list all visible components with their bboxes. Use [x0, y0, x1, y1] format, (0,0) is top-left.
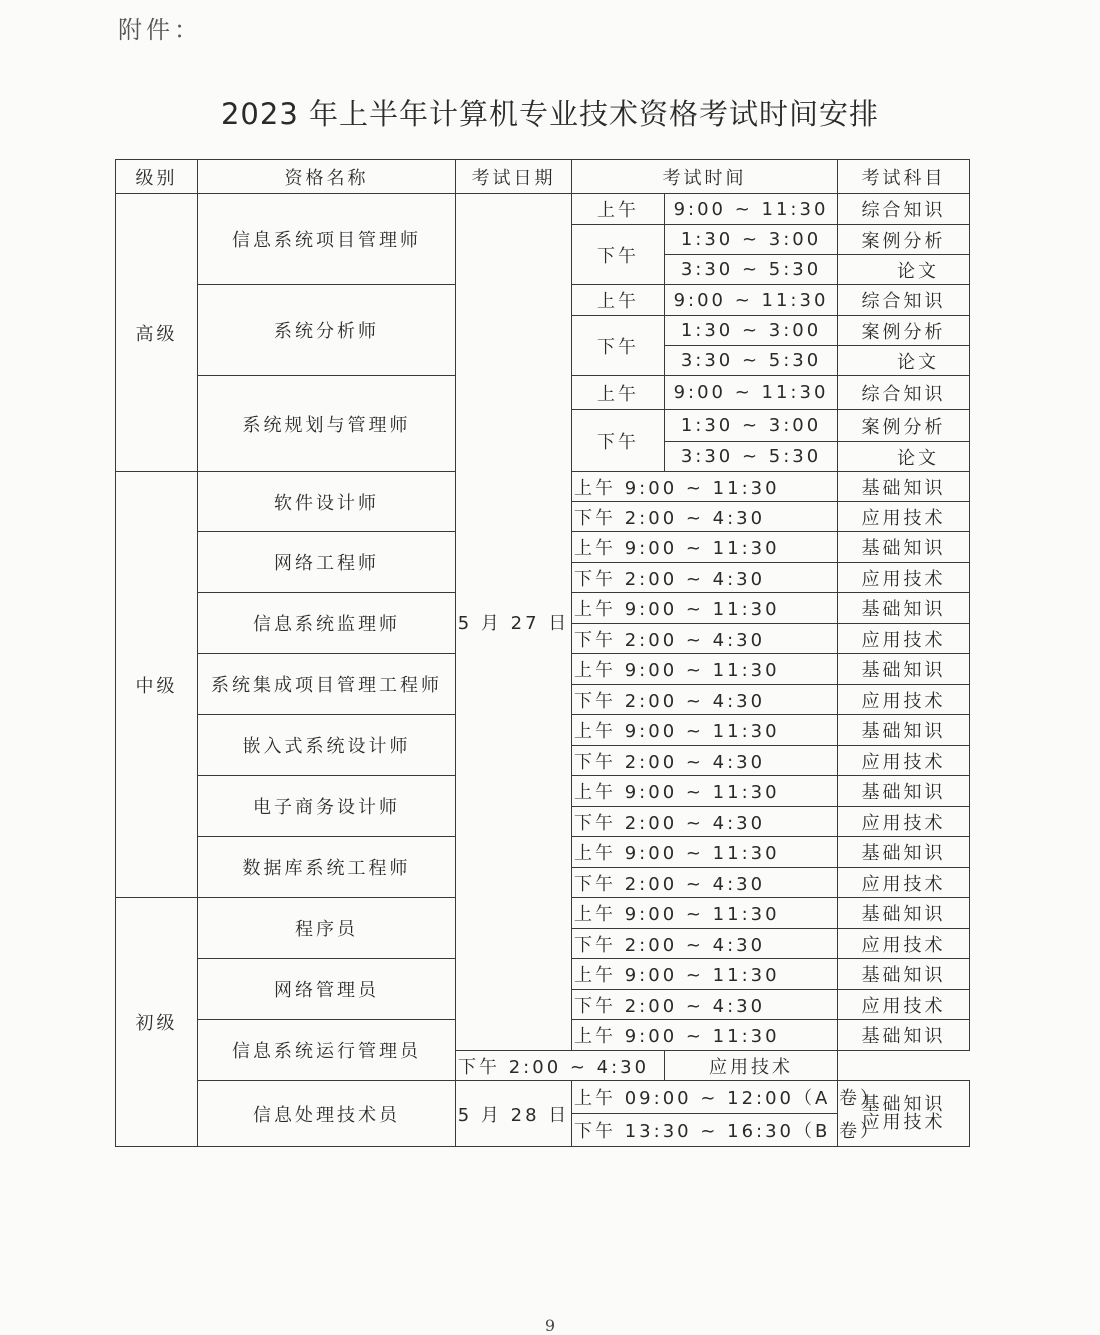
exam-subject: 基础知识 [861, 1093, 946, 1115]
exam-subject: 综合知识 [838, 376, 970, 410]
exam-subject: 基础知识 [838, 776, 970, 807]
exam-subject: 案例分析 [838, 225, 970, 255]
exam-subject: 应用技术 [838, 990, 970, 1020]
session-afternoon: 下午 [572, 225, 665, 285]
header-qualification: 资格名称 [198, 160, 456, 194]
exam-date-may28: 5 月 28 日 [456, 1081, 572, 1147]
exam-subject: 综合知识 [838, 194, 970, 225]
level-senior: 高级 [116, 194, 198, 472]
exam-subject: 基础知识 [838, 654, 970, 685]
afternoon-time: 下午 2:00 ~ 4:30 [572, 624, 838, 654]
time-slot: 3:30 ~ 5:30 [665, 346, 838, 376]
exam-subject: 基础知识 [838, 593, 970, 624]
attachment-label: 附件： [118, 16, 202, 44]
exam-subject: 应用技术 [838, 746, 970, 776]
time-slot: 1:30 ~ 3:00 [665, 316, 838, 346]
header-date: 考试日期 [456, 160, 572, 194]
time-slot: 9:00 ~ 11:30 [665, 194, 838, 225]
time-slot: 3:30 ~ 5:30 [665, 442, 838, 472]
header-row [116, 160, 970, 194]
afternoon-time: 下午 2:00 ~ 4:30 [572, 807, 838, 837]
time-slot: 9:00 ~ 11:30 [665, 376, 838, 410]
morning-time: 上午 09:00 ~ 12:00（A 卷） [572, 1081, 838, 1114]
time-slot: 1:30 ~ 3:00 [665, 225, 838, 255]
time-slot: 1:30 ~ 3:00 [665, 410, 838, 442]
exam-subject: 论文 [838, 442, 970, 472]
time-slot: 9:00 ~ 11:30 [665, 285, 838, 316]
qualification-name: 嵌入式系统设计师 [198, 715, 456, 776]
qualification-name: 系统规划与管理师 [198, 376, 456, 472]
session-afternoon: 下午 [572, 410, 665, 472]
qualification-name: 数据库系统工程师 [198, 837, 456, 898]
page-number: 9 [544, 1316, 556, 1335]
morning-time: 上午 9:00 ~ 11:30 [572, 898, 838, 929]
morning-time: 上午 9:00 ~ 11:30 [572, 472, 838, 502]
qualification-name: 信息系统项目管理师 [198, 194, 456, 285]
qualification-name: 信息处理技术员 [198, 1081, 456, 1147]
exam-date-may27: 5 月 27 日 [456, 194, 572, 1051]
morning-time: 上午 9:00 ~ 11:30 [572, 959, 838, 990]
header-subject: 考试科目 [838, 160, 970, 194]
morning-time: 上午 9:00 ~ 11:30 [572, 532, 838, 563]
exam-subject: 基础知识 [838, 959, 970, 990]
header-level: 级别 [116, 160, 198, 194]
morning-time: 上午 9:00 ~ 11:30 [572, 593, 838, 624]
header-time: 考试时间 [572, 160, 838, 194]
exam-subject: 综合知识 [838, 285, 970, 316]
table-row [116, 194, 970, 225]
session-afternoon: 下午 [572, 316, 665, 376]
qualification-name: 网络管理员 [198, 959, 456, 1020]
level-intermediate: 中级 [116, 472, 198, 898]
session-morning: 上午 [572, 194, 665, 225]
afternoon-time: 下午 13:30 ~ 16:30（B 卷） [572, 1114, 838, 1147]
afternoon-time: 下午 2:00 ~ 4:30 [572, 746, 838, 776]
exam-subject: 论文 [838, 346, 970, 376]
exam-subject: 基础知识 [838, 532, 970, 563]
time-slot: 3:30 ~ 5:30 [665, 255, 838, 285]
morning-time: 上午 9:00 ~ 11:30 [572, 837, 838, 868]
afternoon-time: 下午 2:00 ~ 4:30 [572, 685, 838, 715]
exam-subject: 应用技术 [838, 685, 970, 715]
morning-time: 上午 9:00 ~ 11:30 [572, 1020, 838, 1051]
exam-subject: 案例分析 [838, 410, 970, 442]
afternoon-time: 下午 2:00 ~ 4:30 [572, 563, 838, 593]
exam-subject: 基础知识 [838, 715, 970, 746]
exam-subject: 应用技术 [838, 624, 970, 654]
afternoon-time: 下午 2:00 ~ 4:30 [572, 929, 838, 959]
exam-subject: 基础知识 [838, 898, 970, 929]
exam-subject: 应用技术 [665, 1051, 838, 1081]
qualification-name: 电子商务设计师 [198, 776, 456, 837]
qualification-name: 程序员 [198, 898, 456, 959]
morning-time: 上午 9:00 ~ 11:30 [572, 776, 838, 807]
exam-subject: 论文 [838, 255, 970, 285]
document-title: 2023 年上半年计算机专业技术资格考试时间安排 [220, 97, 880, 131]
table-row [116, 1081, 970, 1114]
exam-schedule-table [115, 159, 970, 1147]
morning-time: 上午 9:00 ~ 11:30 [572, 654, 838, 685]
exam-subject: 基础知识 [838, 837, 970, 868]
exam-subject: 应用技术 [838, 502, 970, 532]
qualification-name: 系统集成项目管理工程师 [198, 654, 456, 715]
exam-subject: 基础知识 [838, 472, 970, 502]
level-junior: 初级 [116, 898, 198, 1147]
qualification-name: 网络工程师 [198, 532, 456, 593]
morning-time: 上午 9:00 ~ 11:30 [572, 715, 838, 746]
qualification-name: 软件设计师 [198, 472, 456, 532]
exam-subject: 应用技术 [838, 563, 970, 593]
qualification-name: 系统分析师 [198, 285, 456, 376]
afternoon-time: 下午 2:00 ~ 4:30 [456, 1051, 665, 1081]
session-morning: 上午 [572, 285, 665, 316]
exam-subject: 应用技术 [861, 1111, 946, 1133]
exam-subject: 应用技术 [838, 929, 970, 959]
session-morning: 上午 [572, 376, 665, 410]
afternoon-time: 下午 2:00 ~ 4:30 [572, 502, 838, 532]
exam-subject: 应用技术 [838, 807, 970, 837]
afternoon-time: 下午 2:00 ~ 4:30 [572, 868, 838, 898]
qualification-name: 信息系统监理师 [198, 593, 456, 654]
qualification-name: 信息系统运行管理员 [198, 1020, 456, 1081]
exam-subject: 应用技术 [838, 868, 970, 898]
exam-subject: 基础知识 [838, 1020, 970, 1051]
afternoon-time: 下午 2:00 ~ 4:30 [572, 990, 838, 1020]
exam-subject: 案例分析 [838, 316, 970, 346]
